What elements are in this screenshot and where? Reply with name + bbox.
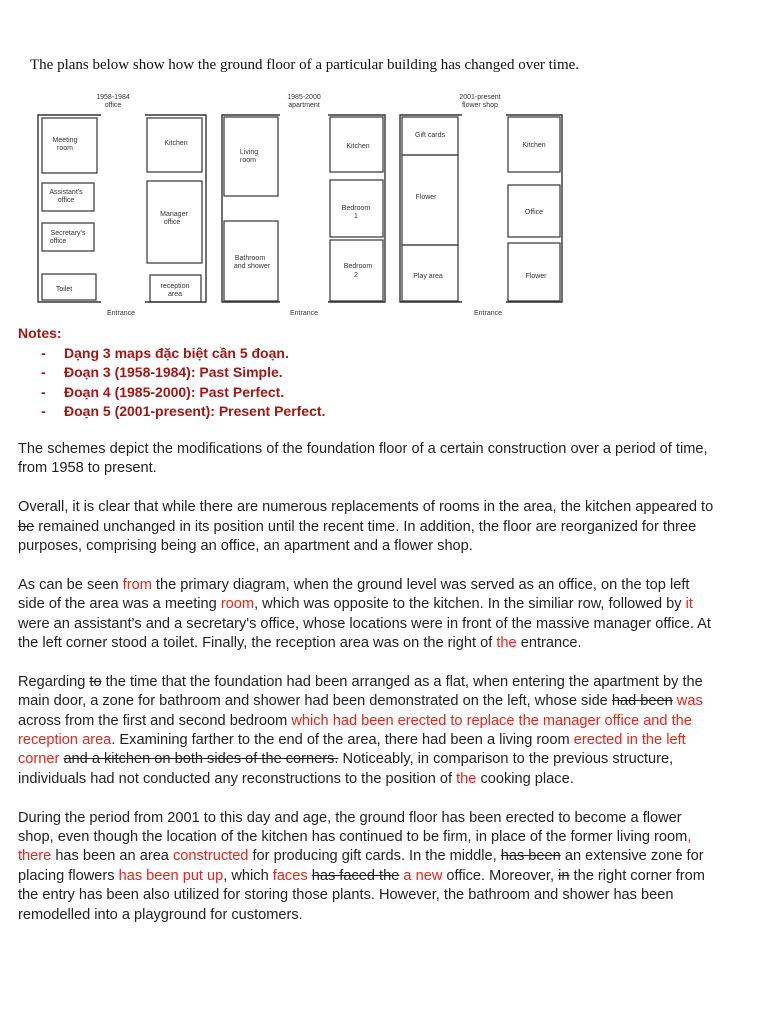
plan-2-label-bedroom2-1: Bedroom (343, 263, 373, 270)
plan-2-label-bathroom-2: and shower (233, 263, 271, 270)
plan-3-use: flower shop (462, 102, 498, 109)
essay-text: The schemes depict the modifications of the foundation floor of a certain construction over a period of time, from 1958 to present. (18, 441, 708, 477)
plan-3-entrance: Entrance (473, 310, 503, 317)
plan-2-label-living-1: Living (239, 149, 259, 156)
note-bullet: - (41, 383, 46, 400)
corrected-text: from (122, 576, 152, 593)
plan-1-label-manager-2: office (163, 219, 181, 226)
plan-1-label-meeting-2: room (57, 145, 73, 152)
note-text: Dạng 3 maps đặc biệt cần 5 đoạn. (64, 344, 289, 361)
note-text: Đoạn 4 (1985-2000): Past Perfect. (64, 383, 285, 400)
essay-text: the time that the foundation had been arranged as a flat, when entering the apartment by the main door, a zone for bathroom and shower had been demonstrated on the left, whose side (18, 673, 703, 710)
corrected-text: it (685, 596, 693, 613)
plan-3-label-office: Office (524, 209, 544, 216)
essay-text: entrance. (516, 635, 582, 652)
plan-1-label-kitchen: Kitchen (164, 140, 188, 147)
deleted-text: to (89, 673, 102, 690)
corrected-text: erected in the left corner (18, 732, 686, 768)
essay-paragraph-2 (18, 498, 718, 556)
essay-text: for producing gift cards. In the middle, (248, 848, 501, 865)
page-heading: The plans below show how the ground floor of a particular building has changed over time. (30, 57, 580, 73)
note-bullet: - (41, 403, 46, 419)
corrected-text: , there (18, 829, 692, 865)
essay-text: office. Moreover, (442, 867, 559, 884)
plan-1-year: 1958-1984 (96, 94, 130, 101)
deleted-text: and a kitchen on both sides of the corners. (63, 751, 339, 768)
essay-paragraph-4 (18, 673, 718, 789)
floor-plans-figure (0, 88, 768, 320)
note-bullet: - (41, 344, 46, 361)
plan-2-wall-left (222, 115, 280, 302)
corrected-text: was (676, 693, 703, 710)
plan-2-label-living-2: room (240, 157, 256, 164)
essay-text: During the period from 2001 to this day and age, the ground floor has been erected to become a flower shop, even though the location of the kitchen has continued to be firm, in place of the former living room (18, 809, 688, 846)
plan-3-label-flower: Flower (415, 194, 437, 201)
essay-text: As can be seen (18, 576, 123, 593)
plan-3-label-play: Play area (413, 273, 443, 280)
plan-2-label-bathroom-1: Bathroom (234, 255, 266, 262)
plan-3-label-flower-right: Flower (525, 273, 547, 280)
essay-body (18, 440, 718, 944)
plan-2-use: apartment (288, 102, 320, 109)
essay-text: , which (223, 867, 273, 884)
corrected-text: the (456, 770, 477, 787)
plan-2-year: 1985-2000 (287, 94, 321, 101)
plan-1-label-toilet: Toilet (55, 286, 73, 293)
corrected-text: has been put up (118, 867, 224, 884)
plan-2-entrance: Entrance (289, 310, 319, 317)
essay-text: the primary diagram, when the ground level was served as an office, on the top left side of the area was a meeting (18, 576, 690, 613)
essay-text: . Examining farther to the end of the area, there had been a living room (111, 732, 574, 749)
notes-list (18, 344, 325, 422)
plan-1-label-reception-1: reception (160, 283, 190, 290)
plan-1-label-secretary-2: office (49, 238, 67, 245)
plan-1-label-assistant-2: office (57, 197, 75, 204)
plan-1958-1984 (38, 94, 206, 317)
note-text: Đoạn 5 (2001-present): Present Perfect. (64, 403, 326, 419)
floor-plans-svg (0, 88, 768, 320)
essay-text: remained unchanged in its position until the recent time. In addition, the floor are reorganized for three purposes, comprising being an office, an apartment and a flower shop. (18, 518, 697, 555)
essay-text: an extensive zone for placing flowers (18, 848, 704, 884)
corrected-text: which had been erected to replace the manager office and the reception area (18, 712, 692, 749)
plan-1-label-meeting-1: Meeting (52, 137, 78, 144)
note-text: Đoạn 3 (1958-1984): Past Simple. (64, 364, 283, 380)
notes-title: Notes: (18, 325, 62, 341)
deleted-text: had been (611, 693, 673, 710)
plan-1-secretarys-office (42, 223, 94, 251)
plan-1-label-assistant-1: Assistant's (49, 189, 83, 196)
deleted-text: has been (500, 848, 561, 865)
corrected-text: faces (272, 867, 308, 884)
plan-2-label-kitchen: Kitchen (346, 143, 370, 150)
plan-2-label-bedroom2-2: 2 (354, 272, 358, 279)
corrected-text: room (220, 596, 255, 613)
plan-2-label-bedroom1-2: 1 (354, 213, 358, 220)
plan-1-label-secretary-1: Secretary's (50, 230, 86, 237)
plan-1-use: office (104, 102, 122, 109)
plan-2-label-bedroom1-1: Bedroom (341, 205, 371, 212)
corrected-text: constructed (172, 848, 249, 865)
plan-3-label-gift: Gift cards (415, 132, 445, 139)
essay-text: the right corner from the entry has been also utilized for storing those plants. However, the bathroom and shower has been remodelled into a playground for customers. (18, 867, 705, 923)
plan-2-bedroom-2 (330, 240, 383, 301)
note-bullet: - (41, 364, 46, 380)
note-item (18, 402, 325, 422)
plan-1985-2000 (222, 94, 385, 317)
essay-paragraph-5 (18, 809, 718, 925)
essay-text: , which was opposite to the kitchen. In the similiar row, followed by (254, 596, 686, 613)
plan-3-label-kitchen: Kitchen (522, 142, 546, 149)
plan-3-flower-right (508, 243, 560, 301)
deleted-text: has faced the (311, 867, 400, 884)
plan-1-label-reception-2: area (167, 291, 183, 298)
essay-text: Noticeably, in comparison to the previous structure, individuals had not conducted any reconstructions to the position of (18, 751, 674, 787)
essay-paragraph-3 (18, 576, 718, 654)
plan-2001-present (400, 94, 562, 317)
essay-text: Regarding (18, 673, 90, 690)
deleted-text: be (18, 518, 35, 535)
corrected-text: the (496, 635, 517, 652)
deleted-text: in (558, 867, 570, 884)
notes-section (18, 324, 325, 422)
essay-paragraph-1 (18, 440, 718, 479)
corrected-text: a new (403, 867, 443, 884)
note-item (18, 383, 325, 403)
plan-1-entrance: Entrance (106, 310, 136, 317)
note-item (18, 363, 325, 383)
essay-text: across from the first and second bedroom (18, 712, 292, 729)
note-item (18, 344, 325, 364)
essay-text: has been an area (51, 848, 173, 865)
plan-3-year: 2001-present (459, 94, 501, 101)
essay-text: cooking place. (476, 770, 574, 787)
essay-text: were an assistant's and a secretary's office, whose locations were in front of the massive manager office. At the left corner stood a toilet. Finally, the reception area was on the right of (18, 615, 711, 652)
plan-1-label-manager-1: Manager (160, 211, 188, 218)
essay-text: Overall, it is clear that while there are numerous replacements of rooms in the area, the kitchen appeared to (18, 499, 714, 516)
